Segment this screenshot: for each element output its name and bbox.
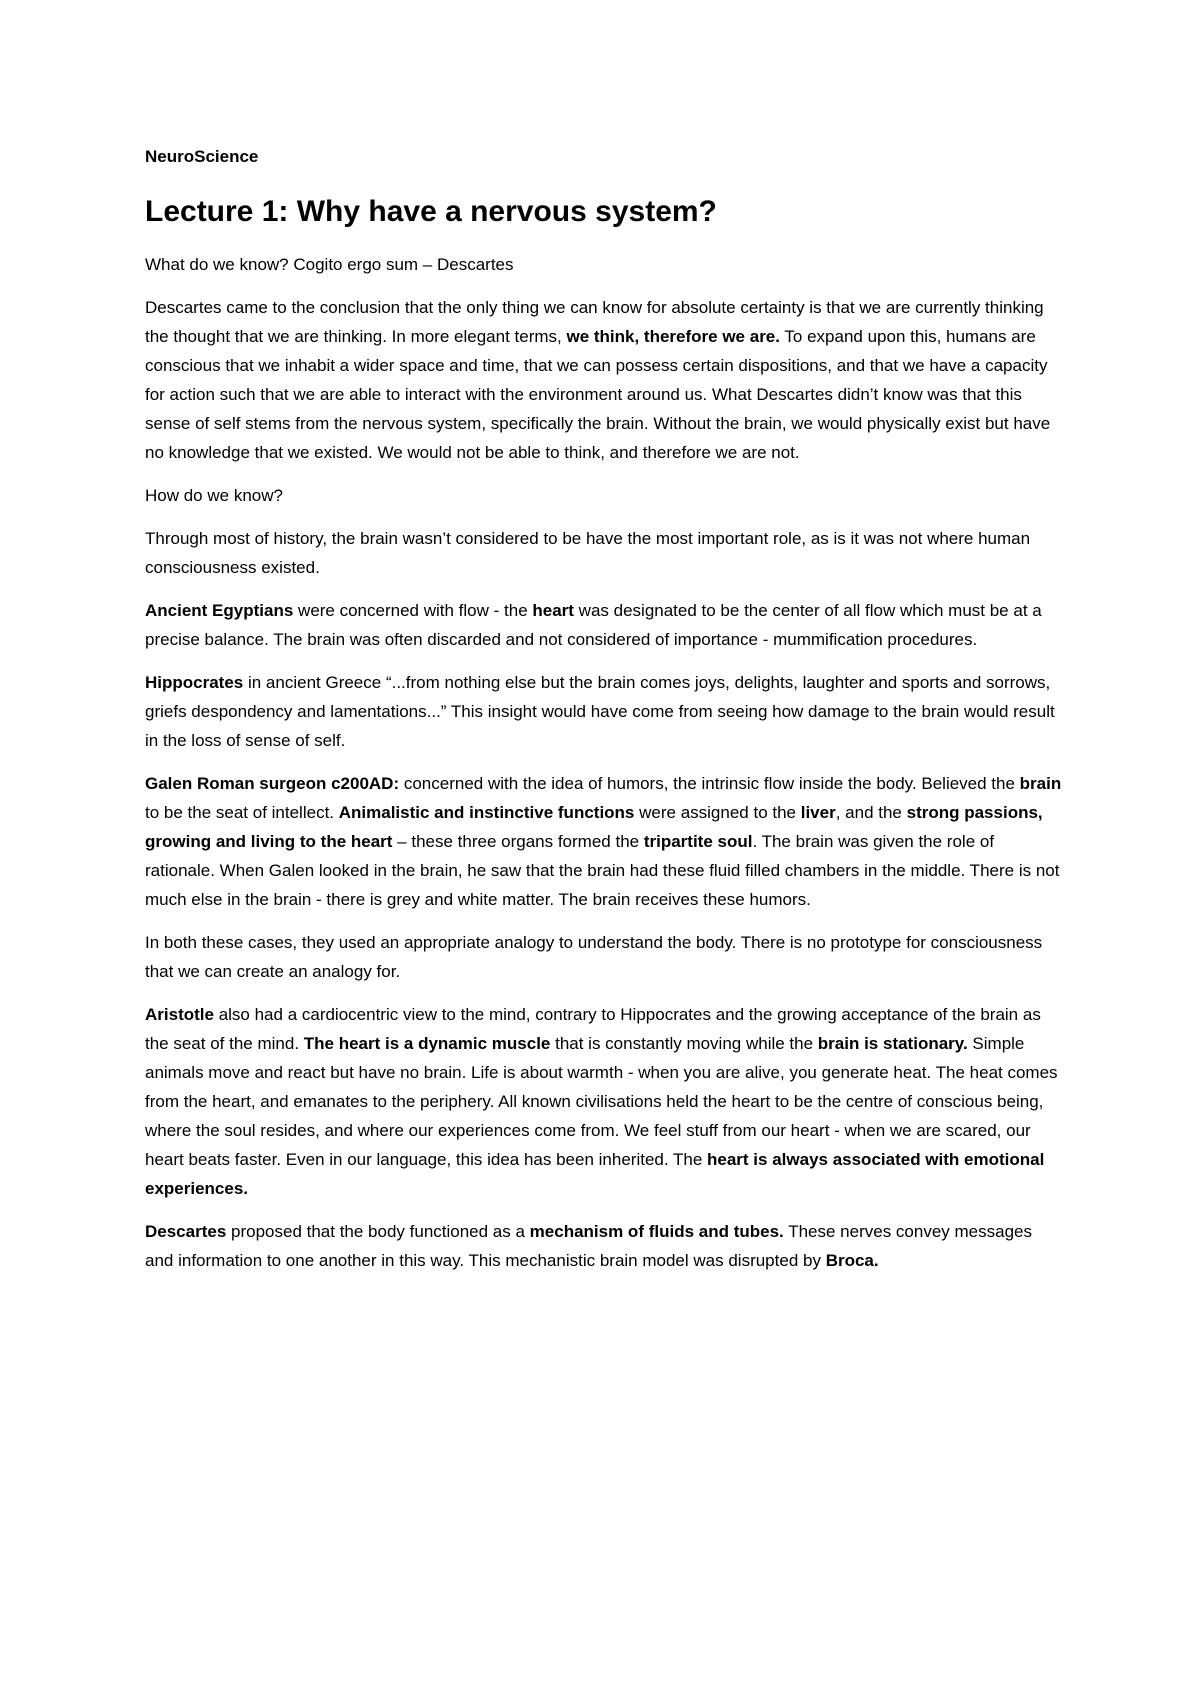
bold-text-run: heart [532,601,574,620]
text-run: – these three organs formed the [392,832,644,851]
paragraph-list [145,250,1065,1275]
text-run: was designated to be the center of all flow which must be at a precise balance. The brain was often discarded and not considered of importance - mummification procedures. [145,601,1042,649]
bold-text-run: Galen Roman surgeon c200AD: [145,774,400,793]
text-run: Through most of history, the brain wasn’t considered to be have the most important role, as is it was not where human consciousness existed. [145,529,1031,577]
text-run: , and the [835,803,907,822]
document-body [145,146,1065,1289]
bold-text-run: heart is always associated with emotional experiences. [145,1150,1045,1198]
text-run: How do we know? [145,486,283,505]
text-run: These nerves convey messages and information to one another in this way. This mechanistic brain model was disrupted by [145,1222,1032,1270]
bold-text-run: strong passions, growing and living to the heart [145,803,1043,851]
bold-text-run: Animalistic and instinctive functions [338,803,635,822]
body-paragraph [145,928,1065,986]
text-run: were concerned with flow - the [293,601,533,620]
bold-text-run: The heart is a dynamic muscle [303,1034,551,1053]
course-subject: NeuroScience [145,147,259,166]
text-run: To expand upon this, humans are conscious that we inhabit a wider space and time, that we can possess certain dispositions, and that we have a capacity for action such that we are able to interact with the environment around us. What Descartes didn’t know was that this sense of self stems from the nervous system, specifically the brain. Without the brain, we would physically exist but have no knowledge that we existed. We would not be able to think, and therefore we are not. [145,327,1051,462]
bold-text-run: brain is stationary. [817,1034,968,1053]
bold-text-run: we think, therefore we are. [566,327,780,346]
bold-text-run: Ancient Egyptians [145,601,294,620]
text-run: to be the seat of intellect. [145,803,339,822]
body-paragraph [145,250,1065,279]
text-run: also had a cardiocentric view to the mind, contrary to Hippocrates and the growing acceptance of the brain as the seat of the mind. [145,1005,1041,1053]
body-paragraph [145,769,1065,914]
bold-text-run: liver [800,803,836,822]
text-run: that is constantly moving while the [550,1034,818,1053]
body-paragraph [145,1217,1065,1275]
bold-text-run: mechanism of fluids and tubes. [529,1222,784,1241]
text-run: Simple animals move and react but have no brain. Life is about warmth - when you are alive, you generate heat. The heat comes from the heart, and emanates to the periphery. All known civilisations held the heart to be the centre of conscious being, where the soul resides, and where our experiences come from. We feel stuff from our heart - when we are scared, our heart beats faster. Even in our language, this idea has been inherited. The [145,1034,1058,1169]
body-paragraph [145,596,1065,654]
bold-text-run: Aristotle [145,1005,214,1024]
text-run: concerned with the idea of humors, the intrinsic flow inside the body. Believed the [399,774,1020,793]
body-paragraph [145,668,1065,755]
text-run: Descartes came to the conclusion that the only thing we can know for absolute certainty is that we are currently thinking the thought that we are thinking. In more elegant terms, [145,298,1044,346]
body-paragraph [145,293,1065,467]
text-run: What do we know? Cogito ergo sum – Descartes [145,255,514,274]
text-run: were assigned to the [634,803,801,822]
text-run: . The brain was given the role of rationale. When Galen looked in the brain, he saw that the brain had these fluid filled chambers in the middle. There is not much else in the brain - there is grey and white matter. The brain receives these humors. [145,832,1060,909]
body-paragraph [145,1000,1065,1203]
body-paragraph [145,481,1065,510]
bold-text-run: brain [1019,774,1062,793]
body-paragraph [145,524,1065,582]
bold-text-run: Descartes [145,1222,227,1241]
text-run: in ancient Greece “...from nothing else but the brain comes joys, delights, laughter and sports and sorrows, griefs despondency and lamentations...” This insight would have come from seeing how damage to the brain would result in the loss of sense of self. [145,673,1055,750]
bold-text-run: Broca. [825,1251,879,1270]
bold-text-run: tripartite soul [643,832,753,851]
bold-text-run: Hippocrates [145,673,244,692]
text-run: In both these cases, they used an appropriate analogy to understand the body. There is no prototype for consciousness that we can create an analogy for. [145,933,1043,981]
lecture-title: Lecture 1: Why have a nervous system? [145,195,717,228]
text-run: proposed that the body functioned as a [226,1222,530,1241]
